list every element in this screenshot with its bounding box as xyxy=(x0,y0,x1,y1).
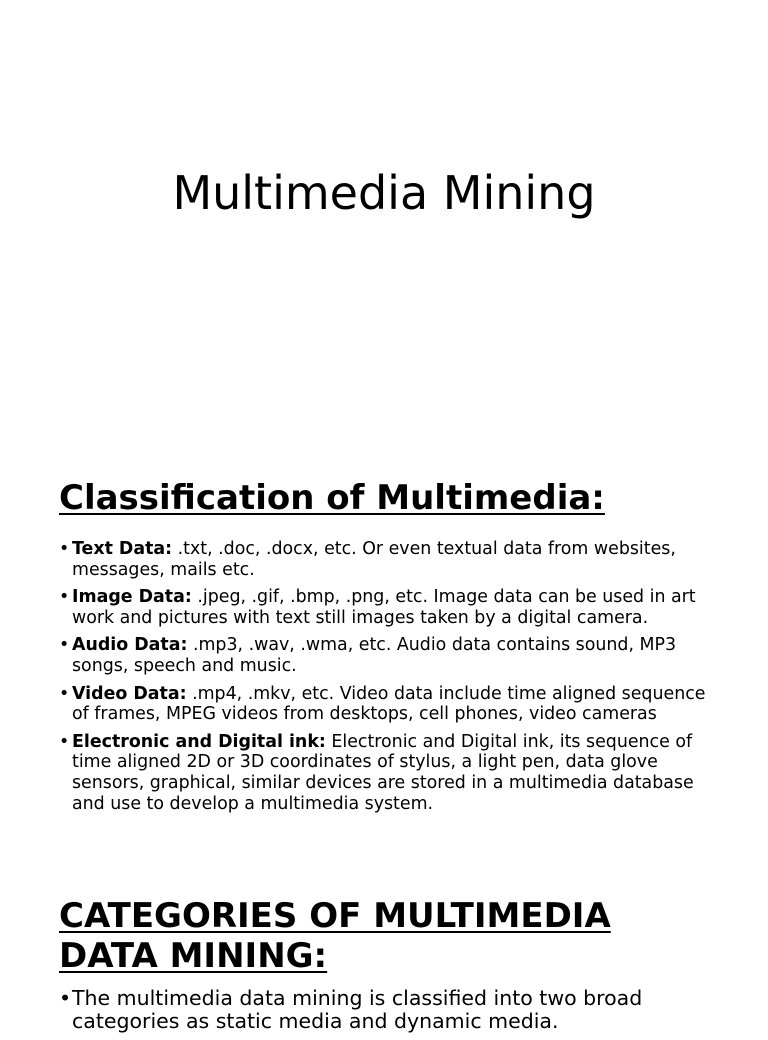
bullet-icon: • xyxy=(59,731,70,752)
list-item-video-data xyxy=(59,684,719,725)
slide-title: Multimedia Mining xyxy=(172,166,596,220)
bullet-text: .mp4, .mkv, etc. Video data include time aligned sequence of frames, MPEG videos from desktops, cell phones, video cameras xyxy=(72,683,706,725)
bullet-text: .jpeg, .gif, .bmp, .png, etc. Image data can be used in art work and pictures with text still images taken by a digital camera. xyxy=(72,587,696,628)
list-item-image-data xyxy=(59,587,719,628)
bullet-term: Image Data: xyxy=(72,587,192,608)
bullet-icon: • xyxy=(59,539,70,559)
list-item-categories xyxy=(59,987,719,1033)
classification-list xyxy=(59,539,719,821)
bullet-icon: • xyxy=(59,683,70,704)
bullet-icon: • xyxy=(59,587,70,608)
bullet-text: Electronic and Digital ink, its sequence of time aligned 2D or 3D coordinates of stylus, a light pen, data glove sensors, graphical, similar devices are stored in a multimedia database and use to develop a multimedia system. xyxy=(72,731,694,814)
bullet-text: The multimedia data mining is classified into two broad categories as static media and dynamic media. xyxy=(72,986,643,1033)
bullet-term: Electronic and Digital ink: xyxy=(72,731,326,752)
bullet-icon: • xyxy=(59,986,72,1010)
categories-list xyxy=(59,987,719,1040)
bullet-icon: • xyxy=(59,635,70,656)
bullet-term: Audio Data: xyxy=(72,635,188,656)
bullet-text: .txt, .doc, .docx, etc. Or even textual data from websites, messages, mails etc. xyxy=(72,539,676,580)
list-item-audio-data xyxy=(59,635,719,676)
bullet-term: Video Data: xyxy=(72,683,187,704)
list-item-digital-ink xyxy=(59,732,719,814)
bullet-term: Text Data: xyxy=(72,539,173,559)
bullet-text: .mp3, .wav, .wma, etc. Audio data contains sound, MP3 songs, speech and music. xyxy=(72,635,677,676)
list-item-text-data xyxy=(59,539,719,580)
classification-heading: Classification of Multimedia: xyxy=(59,478,605,518)
categories-heading: CATEGORIES OF MULTIMEDIA DATA MINING: xyxy=(59,896,611,976)
